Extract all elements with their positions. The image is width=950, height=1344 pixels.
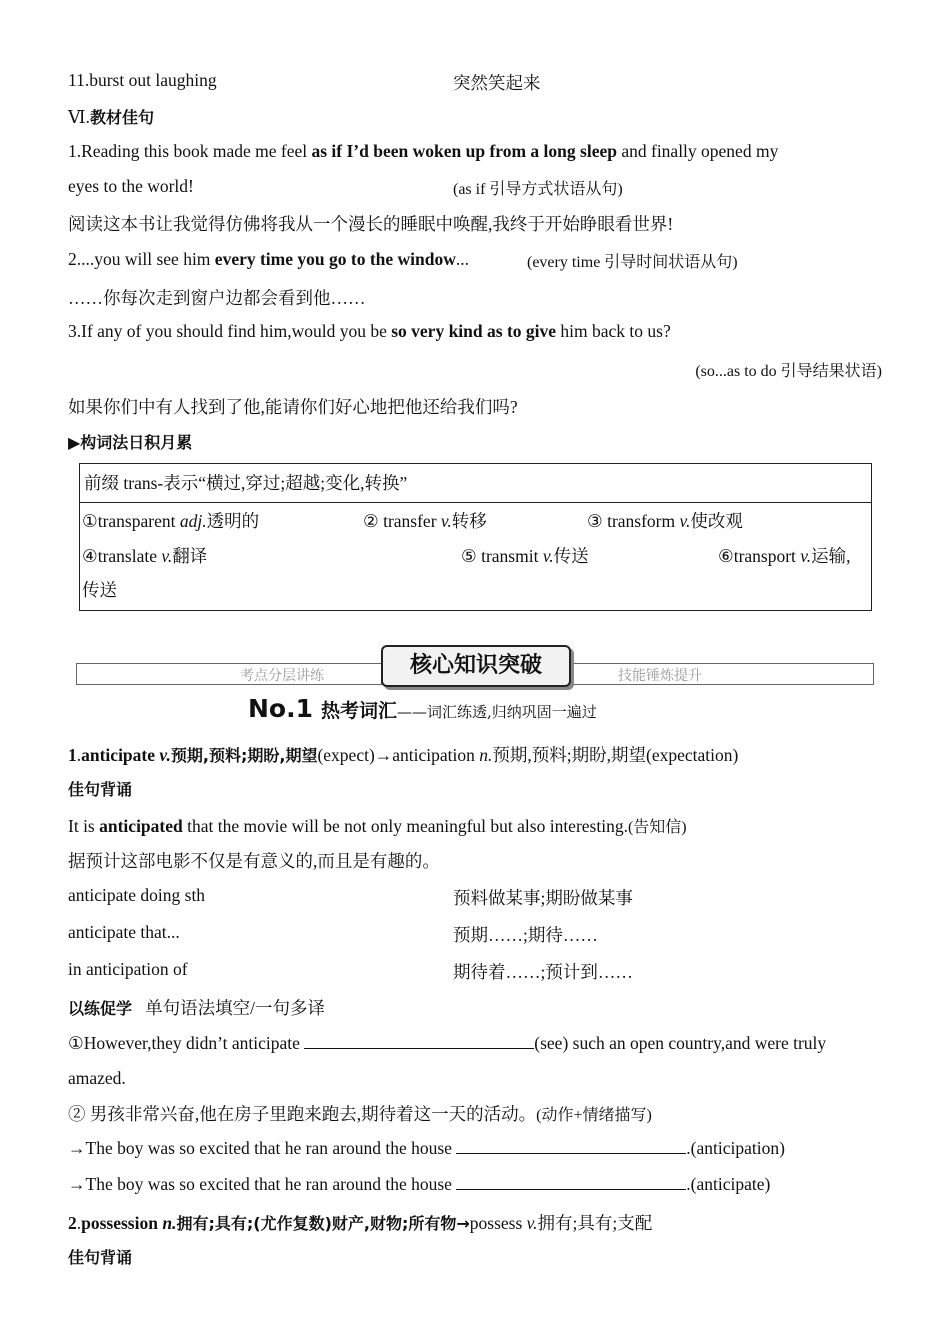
question-2b-post: .(anticipate) xyxy=(686,1174,771,1194)
example-pre: It is xyxy=(68,816,100,836)
example-bold: anticipated xyxy=(99,816,183,836)
question-2-note: (动作+情绪描写) xyxy=(536,1107,652,1124)
word-item xyxy=(587,508,743,533)
phrase-cn: 期待着……;预计到…… xyxy=(453,962,633,982)
item-number: ④ xyxy=(82,546,98,566)
sentence-2-note: (every time 引导时间状语从句) xyxy=(527,254,738,271)
entry-meaning: 拥有;具有;(尤作复数)财产,财物;所有物→ xyxy=(176,1214,470,1233)
entry-derivative: (expect)→anticipation xyxy=(317,745,480,765)
word-building-heading: ▶构词法日积月累 xyxy=(68,433,193,452)
question-1-line2: amazed. xyxy=(68,1068,126,1088)
sentence-1-note: (as if 引导方式状语从句) xyxy=(453,181,623,198)
answer-blank-2b[interactable] xyxy=(456,1175,686,1190)
phrase-en: anticipate that... xyxy=(68,922,180,942)
no1-heading xyxy=(248,694,597,723)
item-pos: v. xyxy=(161,546,173,566)
entry-derivative-pos: n. xyxy=(479,745,493,765)
item-pos: v. xyxy=(679,511,691,531)
prefix-line: 前缀 trans-表示“横过,穿过;超越;变化,转换” xyxy=(84,473,408,493)
sentence-3-pre: 3.If any of you should find him,would you be xyxy=(68,321,392,341)
word-item-wrap: 传送 xyxy=(82,580,117,600)
banner-left-bar xyxy=(76,663,382,685)
entry-meaning: 预期,预料;期盼,期望 xyxy=(170,746,318,765)
item-number: ① xyxy=(82,511,98,531)
entry-derivative-meaning: 拥有;具有;支配 xyxy=(537,1213,653,1233)
question-2 xyxy=(68,1101,652,1126)
question-1 xyxy=(68,1033,826,1054)
item-meaning: 翻译 xyxy=(172,546,208,566)
section-heading-vi xyxy=(68,105,154,128)
entry-number: 1 xyxy=(68,745,77,765)
entry-number: 2 xyxy=(68,1213,77,1233)
item-meaning: 传送 xyxy=(553,546,589,566)
entry-1-subheading: 佳句背诵 xyxy=(68,780,133,799)
phrase-cn: 预料做某事;期盼做某事 xyxy=(453,888,633,908)
answer-blank-2a[interactable] xyxy=(456,1139,686,1154)
example-post: that the movie will be not only meaningful but also interesting. xyxy=(182,816,628,836)
question-2b xyxy=(68,1174,770,1195)
entry-derivative: possess xyxy=(469,1213,527,1233)
question-2b-pre: →The boy was so excited that he ran around the house xyxy=(68,1174,457,1194)
question-1-post: (see) such an open country,and were truly xyxy=(534,1033,827,1053)
entry-derivative-meaning: 预期,预料;期盼,期望(expectation) xyxy=(492,745,739,765)
item-word: transform xyxy=(607,511,680,531)
practice-heading xyxy=(68,995,325,1020)
phrase-line-11 xyxy=(68,70,217,91)
phrase-en: 11.burst out laughing xyxy=(68,70,217,90)
entry-1-example-cn: 据预计这部电影不仅是有意义的,而且是有趣的。 xyxy=(68,851,440,871)
entry-word: anticipate xyxy=(81,745,156,765)
item-meaning: 使改观 xyxy=(690,511,743,531)
item-pos: v. xyxy=(542,546,554,566)
banner-right-text: 技能锤炼提升 xyxy=(618,669,702,684)
banner-right-bar xyxy=(569,663,874,685)
item-pos: adj. xyxy=(179,511,207,531)
entry-pos: v. xyxy=(155,745,171,765)
phrase-en: in anticipation of xyxy=(68,959,188,979)
item-number: ⑤ xyxy=(461,546,482,566)
sentence-2-post: ... xyxy=(455,249,469,269)
sentence-1-bold: as if I’d been woken up from a long sleep xyxy=(311,141,617,161)
sentence-3-post: him back to us? xyxy=(556,321,671,341)
entry-word: possession xyxy=(81,1213,158,1233)
item-word: transmit xyxy=(481,546,543,566)
phrase-en: anticipate doing sth xyxy=(68,885,206,905)
entry-derivative-pos: v. xyxy=(526,1213,538,1233)
banner-title: 核心知识突破 xyxy=(381,645,571,687)
sentence-1-pre: 1.Reading this book made me feel xyxy=(68,141,312,161)
phrase-cn: 预期……;期待…… xyxy=(453,925,598,945)
question-1-pre: ①However,they didn’t anticipate xyxy=(68,1033,305,1053)
word-item xyxy=(82,543,207,568)
sentence-1 xyxy=(68,141,778,162)
item-word: transparent xyxy=(97,511,180,531)
banner-left-text: 考点分层讲练 xyxy=(240,669,324,684)
word-building-box xyxy=(79,463,872,611)
item-number: ③ xyxy=(587,511,608,531)
word-item xyxy=(363,508,487,533)
sentence-2-bold: every time you go to the window xyxy=(214,249,456,269)
item-word: transfer xyxy=(383,511,441,531)
sentence-1-post: and finally opened my xyxy=(616,141,779,161)
sentence-1-line2: eyes to the world! xyxy=(68,176,194,196)
entry-2-header: 2.possession n.拥有;具有;(尤作复数)财产,财物;所有物→possess v.拥有;具有;支配 xyxy=(68,1213,653,1233)
question-2a-pre: →The boy was so excited that he ran around the house xyxy=(68,1138,457,1158)
question-2a xyxy=(68,1138,785,1159)
entry-2-subheading: 佳句背诵 xyxy=(68,1248,133,1267)
sentence-3 xyxy=(68,321,671,342)
item-number: ⑥ xyxy=(718,546,734,566)
section-title: 教材佳句 xyxy=(89,108,154,127)
sentence-2-translation: ……你每次走到窗户边都会看到他…… xyxy=(68,288,366,308)
no1-subtitle: ——词汇练透,归纳巩固一遍过 xyxy=(397,703,597,721)
item-number: ② xyxy=(363,511,384,531)
phrase-cn: 突然笑起来 xyxy=(453,73,541,93)
answer-blank-1[interactable] xyxy=(304,1034,534,1049)
item-pos: v. xyxy=(440,511,452,531)
practice-type: 单句语法填空/一句多译 xyxy=(145,998,326,1018)
entry-pos: n. xyxy=(157,1213,177,1233)
practice-label: 以练促学 xyxy=(68,999,133,1018)
item-meaning: 运输, xyxy=(811,546,851,566)
item-meaning: 透明的 xyxy=(206,511,260,531)
item-meaning: 转移 xyxy=(451,511,487,531)
no1-label: No.1 xyxy=(248,694,313,723)
example-note: (告知信) xyxy=(627,819,687,836)
question-2-cn: ② 男孩非常兴奋,他在房子里跑来跑去,期待着这一天的活动。 xyxy=(68,1104,537,1124)
word-item xyxy=(718,543,851,568)
box-divider xyxy=(80,502,871,503)
sentence-2 xyxy=(68,249,469,270)
item-word: translate xyxy=(97,546,162,566)
sentence-1-translation: 阅读这本书让我觉得仿佛将我从一个漫长的睡眠中唤醒,我终于开始睁眼看世界! xyxy=(68,214,674,234)
item-word: transport xyxy=(733,546,801,566)
entry-1-example xyxy=(68,814,687,837)
sentence-3-note: (so...as to do 引导结果状语) xyxy=(695,363,882,380)
word-item xyxy=(461,543,589,568)
item-pos: v. xyxy=(800,546,812,566)
sentence-2-pre: 2....you will see him xyxy=(68,249,215,269)
no1-title: 热考词汇 xyxy=(321,700,398,722)
question-2a-post: .(anticipation) xyxy=(686,1138,785,1158)
word-item xyxy=(82,508,259,533)
sentence-3-translation: 如果你们中有人找到了他,能请你们好心地把他还给我们吗? xyxy=(68,397,518,417)
sentence-3-bold: so very kind as to give xyxy=(391,321,557,341)
entry-1-header: 1.anticipate v.预期,预料;期盼,期望(expect)→anticipation n.预期,预料;期盼,期望(expectation) xyxy=(68,745,739,765)
section-number: Ⅵ. xyxy=(68,107,90,127)
